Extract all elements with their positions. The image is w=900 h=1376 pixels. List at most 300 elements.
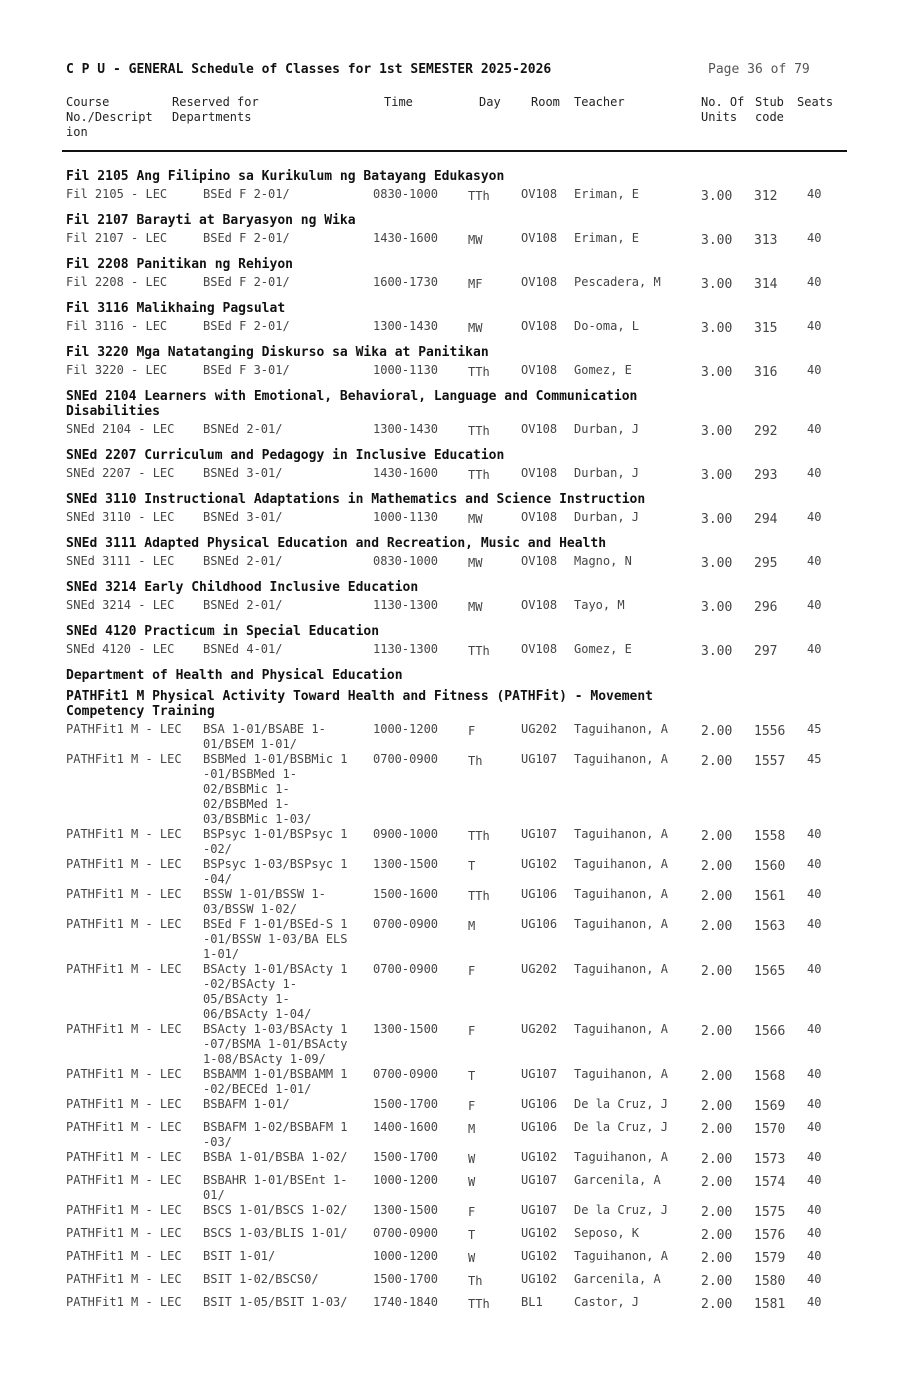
units: 2.00 [701, 1099, 733, 1114]
seats: 40 [807, 275, 822, 289]
table-row [0, 187, 900, 210]
seats: 40 [807, 1067, 822, 1081]
stub-code: 314 [754, 277, 778, 292]
table-row [0, 231, 900, 254]
course-code: PATHFit1 M - LEC [66, 1097, 182, 1111]
time: 0900-1000 [373, 827, 439, 841]
room: UG102 [521, 1249, 558, 1263]
reserved-departments: BSIT 1-05/BSIT 1-03/ [203, 1295, 348, 1309]
stub-code: 1566 [754, 1024, 786, 1039]
course-code: PATHFit1 M - LEC [66, 722, 182, 736]
teacher: Magno, N [574, 554, 632, 568]
stub-code: 1568 [754, 1069, 786, 1084]
seats: 40 [807, 363, 822, 377]
table-row [0, 1120, 900, 1150]
day: F [468, 1205, 476, 1219]
teacher: Taguihanon, A [574, 917, 668, 931]
units: 2.00 [701, 1205, 733, 1220]
stub-code: 1570 [754, 1122, 786, 1137]
time: 1430-1600 [373, 466, 439, 480]
units: 2.00 [701, 1069, 733, 1084]
table-row [0, 554, 900, 577]
reserved-departments: BSIT 1-02/BSCS0/ [203, 1272, 319, 1286]
teacher: Garcenila, A [574, 1173, 661, 1187]
day: M [468, 1122, 476, 1136]
room: UG106 [521, 917, 558, 931]
seats: 40 [807, 1203, 822, 1217]
course-code: SNEd 3214 - LEC [66, 598, 175, 612]
seats: 40 [807, 917, 822, 931]
time: 1000-1200 [373, 1249, 439, 1263]
time: 0700-0900 [373, 1226, 439, 1240]
table-row [0, 722, 900, 752]
time: 1430-1600 [373, 231, 439, 245]
room: UG202 [521, 722, 558, 736]
units: 2.00 [701, 1228, 733, 1243]
day: TTh [468, 424, 490, 438]
reserved-departments: BSEd F 2-01/ [203, 275, 290, 289]
reserved-departments: BSSW 1-01/BSSW 1- 03/BSSW 1-02/ [203, 887, 326, 916]
col-header-room: Room [531, 95, 560, 109]
stub-code: 1556 [754, 724, 786, 739]
units: 3.00 [701, 233, 733, 248]
time: 1740-1840 [373, 1295, 439, 1309]
teacher: Do-oma, L [574, 319, 640, 333]
day: TTh [468, 889, 490, 903]
room: UG107 [521, 1173, 558, 1187]
reserved-departments: BSPsyc 1-01/BSPsyc 1 -02/ [203, 827, 348, 856]
day: MW [468, 556, 483, 570]
time: 1130-1300 [373, 598, 439, 612]
reserved-departments: BSBAMM 1-01/BSBAMM 1 -02/BECEd 1-01/ [203, 1067, 348, 1096]
units: 3.00 [701, 512, 733, 527]
course-code: PATHFit1 M - LEC [66, 1249, 182, 1263]
seats: 40 [807, 598, 822, 612]
teacher: Taguihanon, A [574, 1150, 668, 1164]
units: 2.00 [701, 919, 733, 934]
day: MF [468, 277, 483, 291]
room: UG107 [521, 752, 558, 766]
teacher: Durban, J [574, 422, 640, 436]
day: TTh [468, 829, 490, 843]
teacher: De la Cruz, J [574, 1203, 668, 1217]
day: W [468, 1251, 476, 1265]
stub-code: 1581 [754, 1297, 786, 1312]
time: 0700-0900 [373, 1067, 439, 1081]
document-title: C P U - GENERAL Schedule of Classes for 1st SEMESTER 2025-2026 [66, 62, 552, 77]
day: TTh [468, 644, 490, 658]
course-code: PATHFit1 M - LEC [66, 1173, 182, 1187]
course-code: SNEd 2207 - LEC [66, 466, 175, 480]
stub-code: 1573 [754, 1152, 786, 1167]
units: 2.00 [701, 964, 733, 979]
reserved-departments: BSNEd 2-01/ [203, 422, 283, 436]
table-row [0, 887, 900, 917]
room: OV108 [521, 510, 558, 524]
seats: 40 [807, 1226, 822, 1240]
course-code: Fil 2208 - LEC [66, 275, 168, 289]
room: UG106 [521, 1097, 558, 1111]
time: 1300-1500 [373, 1203, 439, 1217]
units: 2.00 [701, 1024, 733, 1039]
stub-code: 1560 [754, 859, 786, 874]
stub-code: 293 [754, 468, 778, 483]
col-header-course: Course No./Descript ion [66, 95, 153, 139]
table-row [0, 642, 900, 665]
stub-code: 1558 [754, 829, 786, 844]
course-code: PATHFit1 M - LEC [66, 1120, 182, 1134]
course-section-title: SNEd 3110 Instructional Adaptations in Mathematics and Science Instruction [66, 492, 646, 507]
units: 3.00 [701, 600, 733, 615]
course-code: PATHFit1 M - LEC [66, 1203, 182, 1217]
seats: 40 [807, 1150, 822, 1164]
units: 2.00 [701, 724, 733, 739]
col-header-time: Time [384, 95, 413, 109]
table-row [0, 1272, 900, 1295]
col-header-day: Day [479, 95, 501, 109]
table-row [0, 1226, 900, 1249]
stub-code: 1563 [754, 919, 786, 934]
course-section-title: Fil 2105 Ang Filipino sa Kurikulum ng Batayang Edukasyon [66, 169, 505, 184]
room: UG202 [521, 1022, 558, 1036]
day: Th [468, 754, 483, 768]
reserved-departments: BSBMed 1-01/BSBMic 1 -01/BSBMed 1- 02/BSBMic 1- 02/BSBMed 1- 03/BSBMic 1-03/ [203, 752, 348, 826]
teacher: Eriman, E [574, 187, 640, 201]
course-section-title: SNEd 3214 Early Childhood Inclusive Education [66, 580, 419, 595]
day: M [468, 919, 476, 933]
course-code: SNEd 4120 - LEC [66, 642, 175, 656]
teacher: Tayo, M [574, 598, 625, 612]
course-code: Fil 3116 - LEC [66, 319, 168, 333]
room: OV108 [521, 363, 558, 377]
stub-code: 315 [754, 321, 778, 336]
teacher: Seposo, K [574, 1226, 640, 1240]
reserved-departments: BSCS 1-03/BLIS 1-01/ [203, 1226, 348, 1240]
course-code: PATHFit1 M - LEC [66, 1226, 182, 1240]
stub-code: 1580 [754, 1274, 786, 1289]
units: 3.00 [701, 468, 733, 483]
reserved-departments: BSCS 1-01/BSCS 1-02/ [203, 1203, 348, 1217]
time: 0830-1000 [373, 554, 439, 568]
course-section-title: SNEd 2207 Curriculum and Pedagogy in Inclusive Education [66, 448, 505, 463]
time: 1300-1500 [373, 1022, 439, 1036]
table-row [0, 275, 900, 298]
teacher: Gomez, E [574, 642, 632, 656]
seats: 40 [807, 510, 822, 524]
course-code: PATHFit1 M - LEC [66, 917, 182, 931]
course-code: PATHFit1 M - LEC [66, 1150, 182, 1164]
course-code: PATHFit1 M - LEC [66, 827, 182, 841]
course-section-title: SNEd 2104 Learners with Emotional, Behavioral, Language and Communication Disabilities [66, 389, 638, 419]
col-header-stub: Stub code [755, 95, 784, 124]
table-row [0, 1097, 900, 1120]
teacher: Garcenila, A [574, 1272, 661, 1286]
time: 1000-1200 [373, 1173, 439, 1187]
course-section-title: Fil 2107 Barayti at Baryasyon ng Wika [66, 213, 356, 228]
course-section-title: Fil 3220 Mga Natatanging Diskurso sa Wika at Panitikan [66, 345, 489, 360]
units: 2.00 [701, 1175, 733, 1190]
units: 2.00 [701, 1152, 733, 1167]
course-code: PATHFit1 M - LEC [66, 1022, 182, 1036]
seats: 45 [807, 722, 822, 736]
teacher: Gomez, E [574, 363, 632, 377]
time: 1000-1130 [373, 510, 439, 524]
stub-code: 295 [754, 556, 778, 571]
seats: 40 [807, 642, 822, 656]
time: 1500-1700 [373, 1272, 439, 1286]
reserved-departments: BSPsyc 1-03/BSPsyc 1 -04/ [203, 857, 348, 886]
table-row [0, 857, 900, 887]
teacher: Durban, J [574, 466, 640, 480]
course-code: PATHFit1 M - LEC [66, 1067, 182, 1081]
table-row [0, 827, 900, 857]
col-header-seats: Seats [797, 95, 834, 109]
day: TTh [468, 365, 490, 379]
day: F [468, 964, 476, 978]
course-code: Fil 2105 - LEC [66, 187, 168, 201]
teacher: Taguihanon, A [574, 722, 668, 736]
time: 0700-0900 [373, 917, 439, 931]
reserved-departments: BSEd F 3-01/ [203, 363, 290, 377]
course-section-title: Fil 3116 Malikhaing Pagsulat [66, 301, 286, 316]
day: F [468, 1024, 476, 1038]
teacher: Taguihanon, A [574, 1249, 668, 1263]
reserved-departments: BSEd F 2-01/ [203, 319, 290, 333]
course-section-title: SNEd 4120 Practicum in Special Education [66, 624, 380, 639]
room: UG202 [521, 962, 558, 976]
time: 1400-1600 [373, 1120, 439, 1134]
room: UG102 [521, 1272, 558, 1286]
reserved-departments: BSEd F 2-01/ [203, 231, 290, 245]
day: TTh [468, 468, 490, 482]
reserved-departments: BSEd F 1-01/BSEd-S 1 -01/BSSW 1-03/BA ELS 1-01/ [203, 917, 348, 961]
stub-code: 296 [754, 600, 778, 615]
day: Th [468, 1274, 483, 1288]
time: 0830-1000 [373, 187, 439, 201]
course-section-title: Department of Health and Physical Education [66, 668, 403, 683]
stub-code: 313 [754, 233, 778, 248]
table-row [0, 422, 900, 445]
seats: 40 [807, 857, 822, 871]
reserved-departments: BSNEd 2-01/ [203, 554, 283, 568]
seats: 45 [807, 752, 822, 766]
day: MW [468, 233, 483, 247]
stub-code: 1579 [754, 1251, 786, 1266]
units: 2.00 [701, 1297, 733, 1312]
stub-code: 292 [754, 424, 778, 439]
units: 2.00 [701, 1122, 733, 1137]
units: 3.00 [701, 556, 733, 571]
time: 1500-1600 [373, 887, 439, 901]
teacher: Taguihanon, A [574, 1067, 668, 1081]
teacher: Taguihanon, A [574, 887, 668, 901]
room: UG102 [521, 857, 558, 871]
table-row [0, 1022, 900, 1067]
stub-code: 1574 [754, 1175, 786, 1190]
stub-code: 1569 [754, 1099, 786, 1114]
time: 0700-0900 [373, 752, 439, 766]
table-row [0, 1150, 900, 1173]
time: 0700-0900 [373, 962, 439, 976]
table-row [0, 917, 900, 962]
course-section-title: PATHFit1 M Physical Activity Toward Health and Fitness (PATHFit) - Movement Competency Training [66, 689, 653, 719]
day: F [468, 724, 476, 738]
reserved-departments: BSNEd 3-01/ [203, 466, 283, 480]
seats: 40 [807, 187, 822, 201]
room: UG107 [521, 827, 558, 841]
course-code: Fil 2107 - LEC [66, 231, 168, 245]
table-row [0, 319, 900, 342]
teacher: De la Cruz, J [574, 1097, 668, 1111]
units: 3.00 [701, 644, 733, 659]
course-code: PATHFit1 M - LEC [66, 1272, 182, 1286]
room: OV108 [521, 187, 558, 201]
seats: 40 [807, 1249, 822, 1263]
teacher: Taguihanon, A [574, 827, 668, 841]
reserved-departments: BSActy 1-03/BSActy 1 -07/BSMA 1-01/BSActy 1-08/BSActy 1-09/ [203, 1022, 348, 1066]
stub-code: 297 [754, 644, 778, 659]
time: 1500-1700 [373, 1097, 439, 1111]
course-code: PATHFit1 M - LEC [66, 752, 182, 766]
room: UG106 [521, 1120, 558, 1134]
room: UG102 [521, 1226, 558, 1240]
seats: 40 [807, 1173, 822, 1187]
course-code: PATHFit1 M - LEC [66, 962, 182, 976]
course-code: SNEd 3111 - LEC [66, 554, 175, 568]
reserved-departments: BSEd F 2-01/ [203, 187, 290, 201]
room: UG107 [521, 1067, 558, 1081]
seats: 40 [807, 962, 822, 976]
teacher: Taguihanon, A [574, 857, 668, 871]
reserved-departments: BSActy 1-01/BSActy 1 -02/BSActy 1- 05/BSActy 1- 06/BSActy 1-04/ [203, 962, 348, 1021]
room: OV108 [521, 319, 558, 333]
table-row [0, 363, 900, 386]
course-code: Fil 3220 - LEC [66, 363, 168, 377]
table-row [0, 1067, 900, 1097]
room: OV108 [521, 275, 558, 289]
course-section-title: Fil 2208 Panitikan ng Rehiyon [66, 257, 293, 272]
reserved-departments: BSNEd 2-01/ [203, 598, 283, 612]
room: OV108 [521, 554, 558, 568]
time: 1300-1430 [373, 422, 439, 436]
seats: 40 [807, 1295, 822, 1309]
stub-code: 312 [754, 189, 778, 204]
units: 2.00 [701, 889, 733, 904]
time: 1300-1500 [373, 857, 439, 871]
table-row [0, 598, 900, 621]
teacher: Eriman, E [574, 231, 640, 245]
course-code: PATHFit1 M - LEC [66, 1295, 182, 1309]
day: F [468, 1099, 476, 1113]
day: T [468, 1069, 476, 1083]
course-code: PATHFit1 M - LEC [66, 887, 182, 901]
reserved-departments: BSA 1-01/BSABE 1- 01/BSEM 1-01/ [203, 722, 326, 751]
room: OV108 [521, 231, 558, 245]
table-row [0, 962, 900, 1022]
col-header-teacher: Teacher [574, 95, 625, 109]
reserved-departments: BSNEd 3-01/ [203, 510, 283, 524]
room: OV108 [521, 422, 558, 436]
seats: 40 [807, 466, 822, 480]
col-header-reserved: Reserved for Departments [172, 95, 259, 124]
table-row [0, 510, 900, 533]
seats: 40 [807, 1022, 822, 1036]
reserved-departments: BSBA 1-01/BSBA 1-02/ [203, 1150, 348, 1164]
table-row [0, 1203, 900, 1226]
col-header-units: No. Of Units [701, 95, 745, 124]
teacher: De la Cruz, J [574, 1120, 668, 1134]
course-section-title: SNEd 3111 Adapted Physical Education and Recreation, Music and Health [66, 536, 607, 551]
day: W [468, 1152, 476, 1166]
seats: 40 [807, 1097, 822, 1111]
table-row [0, 466, 900, 489]
units: 2.00 [701, 859, 733, 874]
day: T [468, 859, 476, 873]
units: 2.00 [701, 1274, 733, 1289]
units: 2.00 [701, 754, 733, 769]
course-code: SNEd 2104 - LEC [66, 422, 175, 436]
day: MW [468, 600, 483, 614]
teacher: Taguihanon, A [574, 752, 668, 766]
room: UG102 [521, 1150, 558, 1164]
table-row [0, 1173, 900, 1203]
reserved-departments: BSBAHR 1-01/BSEnt 1- 01/ [203, 1173, 348, 1202]
seats: 40 [807, 554, 822, 568]
room: UG106 [521, 887, 558, 901]
room: OV108 [521, 598, 558, 612]
units: 3.00 [701, 365, 733, 380]
course-code: SNEd 3110 - LEC [66, 510, 175, 524]
stub-code: 1557 [754, 754, 786, 769]
day: TTh [468, 1297, 490, 1311]
time: 1000-1130 [373, 363, 439, 377]
schedule-body [0, 166, 900, 1318]
units: 3.00 [701, 424, 733, 439]
day: W [468, 1175, 476, 1189]
units: 2.00 [701, 1251, 733, 1266]
room: OV108 [521, 642, 558, 656]
units: 2.00 [701, 829, 733, 844]
seats: 40 [807, 827, 822, 841]
teacher: Durban, J [574, 510, 640, 524]
day: T [468, 1228, 476, 1242]
reserved-departments: BSIT 1-01/ [203, 1249, 276, 1263]
seats: 40 [807, 422, 822, 436]
page-number: Page 36 of 79 [708, 62, 810, 77]
teacher: Pescadera, M [574, 275, 661, 289]
room: OV108 [521, 466, 558, 480]
seats: 40 [807, 231, 822, 245]
time: 1600-1730 [373, 275, 439, 289]
reserved-departments: BSBAFM 1-02/BSBAFM 1 -03/ [203, 1120, 348, 1149]
teacher: Castor, J [574, 1295, 640, 1309]
stub-code: 294 [754, 512, 778, 527]
day: TTh [468, 189, 490, 203]
course-code: PATHFit1 M - LEC [66, 857, 182, 871]
header-divider [62, 150, 847, 152]
day: MW [468, 321, 483, 335]
stub-code: 1561 [754, 889, 786, 904]
time: 1300-1430 [373, 319, 439, 333]
seats: 40 [807, 1272, 822, 1286]
seats: 40 [807, 1120, 822, 1134]
time: 1130-1300 [373, 642, 439, 656]
teacher: Taguihanon, A [574, 1022, 668, 1036]
stub-code: 1575 [754, 1205, 786, 1220]
time: 1500-1700 [373, 1150, 439, 1164]
reserved-departments: BSNEd 4-01/ [203, 642, 283, 656]
units: 3.00 [701, 321, 733, 336]
